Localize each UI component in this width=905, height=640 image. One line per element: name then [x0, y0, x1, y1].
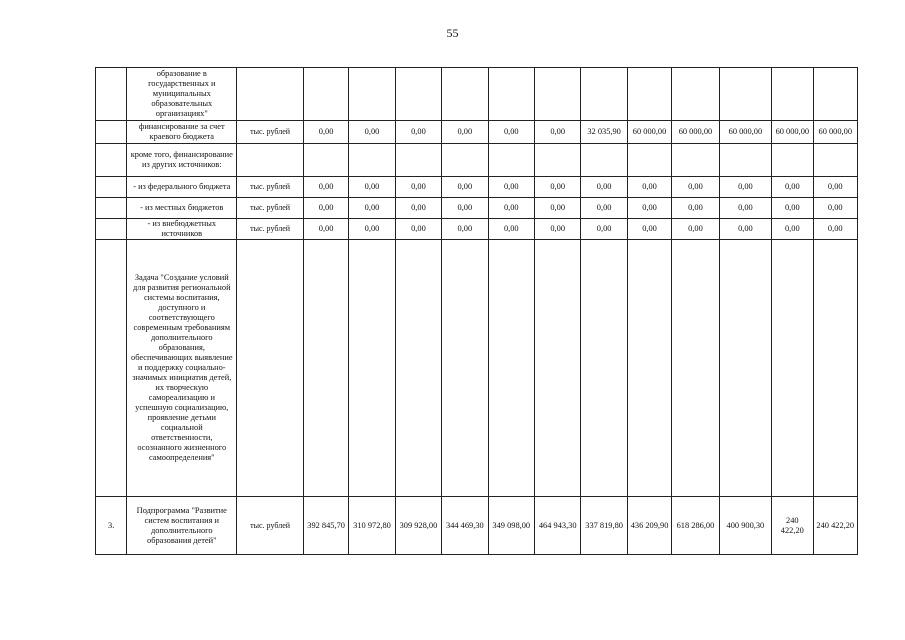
- value-cell: 392 845,70: [303, 497, 348, 555]
- value-cell: 349 098,00: [488, 497, 534, 555]
- value-cell: 0,00: [772, 219, 813, 240]
- value-cell: [581, 144, 627, 177]
- value-cell: [581, 68, 627, 121]
- row-name-cell: - из местных бюджетов: [127, 198, 237, 219]
- table-body: [96, 68, 858, 555]
- value-cell: 464 943,30: [534, 497, 580, 555]
- value-cell: 309 928,00: [395, 497, 441, 555]
- value-cell: [672, 240, 719, 497]
- value-cell: 0,00: [442, 198, 488, 219]
- value-cell: 0,00: [349, 219, 395, 240]
- value-cell: [303, 144, 348, 177]
- value-cell: [581, 240, 627, 497]
- row-number-cell: [96, 177, 127, 198]
- value-cell: 0,00: [349, 177, 395, 198]
- value-cell: [772, 144, 813, 177]
- value-cell: 0,00: [442, 121, 488, 144]
- value-cell: 0,00: [488, 219, 534, 240]
- value-cell: 0,00: [772, 198, 813, 219]
- value-cell: 0,00: [534, 219, 580, 240]
- value-cell: [772, 68, 813, 121]
- value-cell: [813, 240, 858, 497]
- table-row: [96, 497, 858, 555]
- value-cell: [719, 144, 771, 177]
- value-cell: 337 819,80: [581, 497, 627, 555]
- value-cell: [719, 68, 771, 121]
- value-cell: 0,00: [349, 198, 395, 219]
- value-cell: 344 469,30: [442, 497, 488, 555]
- value-cell: 0,00: [672, 219, 719, 240]
- value-cell: [672, 144, 719, 177]
- value-cell: 0,00: [534, 177, 580, 198]
- row-name-cell: Подпрограмма "Развитие систем воспитания и дополнительного образования детей": [127, 497, 237, 555]
- value-cell: 0,00: [627, 219, 671, 240]
- value-cell: 0,00: [581, 177, 627, 198]
- value-cell: [395, 68, 441, 121]
- value-cell: [349, 240, 395, 497]
- value-cell: [813, 68, 858, 121]
- value-cell: 0,00: [395, 177, 441, 198]
- value-cell: [488, 68, 534, 121]
- value-cell: 60 000,00: [719, 121, 771, 144]
- value-cell: [395, 144, 441, 177]
- value-cell: [627, 240, 671, 497]
- budget-table: [95, 67, 858, 555]
- table-row: [96, 240, 858, 497]
- value-cell: [672, 68, 719, 121]
- row-name-cell: Задача "Создание условий для развития региональной системы воспитания, доступного и соответствующего современным требованиям дополнительного образования, обеспечивающих выявление и поддержку социально-значимых инициатив детей, их творческую самореализацию и успешную социализацию, проявление детьми социальной ответственности, осознанного жизненного самоопределения": [127, 240, 237, 497]
- unit-cell: тыс. рублей: [237, 121, 304, 144]
- value-cell: 0,00: [303, 121, 348, 144]
- row-number-cell: [96, 219, 127, 240]
- value-cell: 240 422,20: [772, 497, 813, 555]
- value-cell: 240 422,20: [813, 497, 858, 555]
- value-cell: [395, 240, 441, 497]
- value-cell: 0,00: [395, 121, 441, 144]
- table-row: [96, 68, 858, 121]
- value-cell: 0,00: [534, 121, 580, 144]
- value-cell: 0,00: [627, 177, 671, 198]
- value-cell: [813, 144, 858, 177]
- unit-cell: тыс. рублей: [237, 497, 304, 555]
- value-cell: 0,00: [488, 121, 534, 144]
- value-cell: [349, 144, 395, 177]
- row-number-cell: [96, 198, 127, 219]
- value-cell: [534, 68, 580, 121]
- unit-cell: тыс. рублей: [237, 198, 304, 219]
- value-cell: 310 972,80: [349, 497, 395, 555]
- row-name-cell: кроме того, финансирование из других источников:: [127, 144, 237, 177]
- row-number-cell: [96, 121, 127, 144]
- value-cell: 0,00: [813, 177, 858, 198]
- unit-cell: [237, 144, 304, 177]
- value-cell: 0,00: [719, 219, 771, 240]
- value-cell: 0,00: [395, 219, 441, 240]
- value-cell: [349, 68, 395, 121]
- table-row: [96, 198, 858, 219]
- value-cell: 0,00: [395, 198, 441, 219]
- value-cell: [627, 68, 671, 121]
- value-cell: 0,00: [534, 198, 580, 219]
- value-cell: 0,00: [442, 219, 488, 240]
- value-cell: [627, 144, 671, 177]
- value-cell: 0,00: [813, 198, 858, 219]
- value-cell: [488, 144, 534, 177]
- table-row: [96, 121, 858, 144]
- value-cell: 0,00: [303, 198, 348, 219]
- row-number-cell: [96, 240, 127, 497]
- value-cell: [534, 144, 580, 177]
- value-cell: [772, 240, 813, 497]
- value-cell: [303, 240, 348, 497]
- value-cell: 0,00: [442, 177, 488, 198]
- table-row: [96, 177, 858, 198]
- unit-cell: тыс. рублей: [237, 219, 304, 240]
- value-cell: 0,00: [719, 198, 771, 219]
- value-cell: 0,00: [672, 198, 719, 219]
- value-cell: 60 000,00: [772, 121, 813, 144]
- page-number: 55: [446, 26, 459, 40]
- value-cell: 0,00: [672, 177, 719, 198]
- value-cell: 0,00: [772, 177, 813, 198]
- value-cell: 0,00: [813, 219, 858, 240]
- row-number-cell: [96, 144, 127, 177]
- row-name-cell: - из внебюджетных источников: [127, 219, 237, 240]
- value-cell: 60 000,00: [627, 121, 671, 144]
- value-cell: 0,00: [488, 198, 534, 219]
- table-row: [96, 144, 858, 177]
- value-cell: 0,00: [488, 177, 534, 198]
- value-cell: 0,00: [303, 177, 348, 198]
- row-name-cell: финансирование за счет краевого бюджета: [127, 121, 237, 144]
- value-cell: 32 035,90: [581, 121, 627, 144]
- value-cell: [442, 144, 488, 177]
- value-cell: [534, 240, 580, 497]
- value-cell: 60 000,00: [813, 121, 858, 144]
- row-name-cell: образование в государственных и муниципальных образовательных организациях": [127, 68, 237, 121]
- value-cell: 436 209,90: [627, 497, 671, 555]
- value-cell: [719, 240, 771, 497]
- row-name-cell: - из федерального бюджета: [127, 177, 237, 198]
- unit-cell: тыс. рублей: [237, 177, 304, 198]
- value-cell: [488, 240, 534, 497]
- value-cell: 0,00: [303, 219, 348, 240]
- value-cell: 0,00: [581, 198, 627, 219]
- value-cell: 60 000,00: [672, 121, 719, 144]
- value-cell: 618 286,00: [672, 497, 719, 555]
- unit-cell: [237, 240, 304, 497]
- unit-cell: [237, 68, 304, 121]
- value-cell: 400 900,30: [719, 497, 771, 555]
- value-cell: 0,00: [581, 219, 627, 240]
- row-number-cell: 3.: [96, 497, 127, 555]
- value-cell: [303, 68, 348, 121]
- row-number-cell: [96, 68, 127, 121]
- value-cell: [442, 240, 488, 497]
- value-cell: 0,00: [627, 198, 671, 219]
- value-cell: 0,00: [349, 121, 395, 144]
- table-row: [96, 219, 858, 240]
- value-cell: [442, 68, 488, 121]
- value-cell: 0,00: [719, 177, 771, 198]
